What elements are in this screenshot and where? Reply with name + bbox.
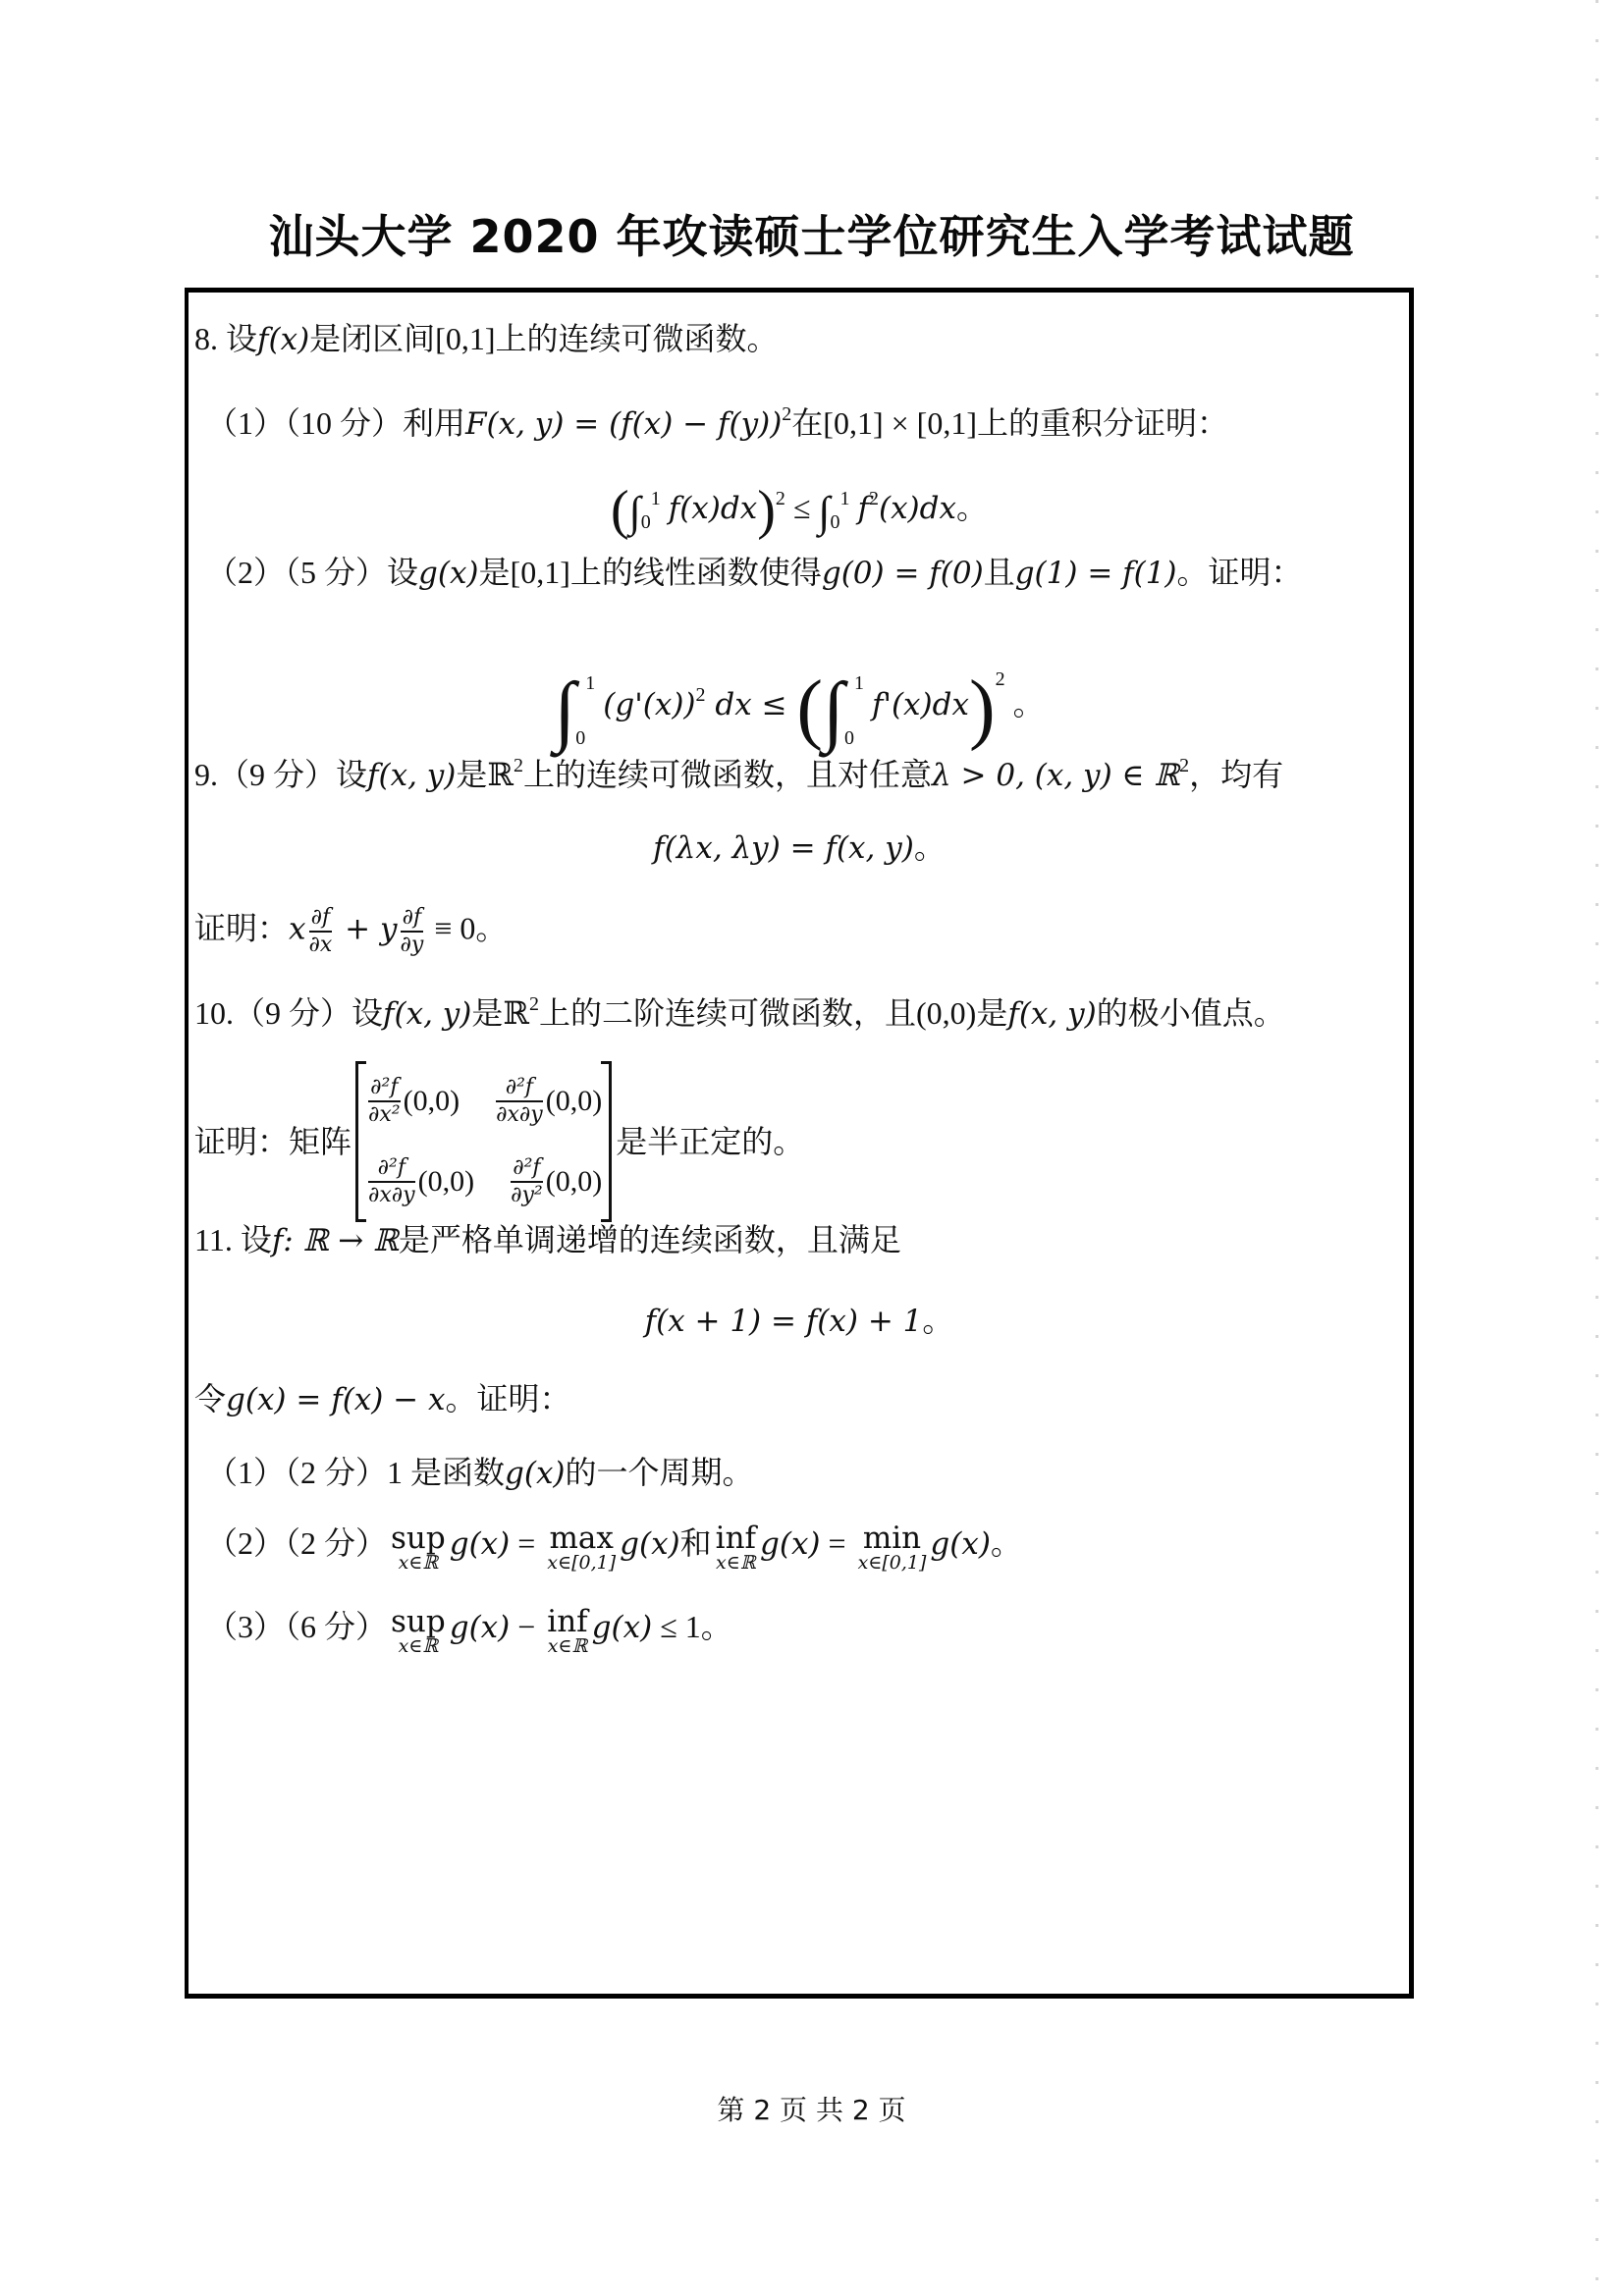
superscript: 2 <box>995 668 1005 690</box>
inf-operator <box>547 1604 588 1657</box>
integral-sign: ∫ <box>554 667 576 754</box>
text: 令 <box>194 1381 227 1416</box>
math-expr: f(x, y) <box>1007 996 1097 1032</box>
problem-label: 10.（9 分）设 <box>194 995 384 1031</box>
text: 是 <box>976 995 1008 1031</box>
integrand: (g'(x)) <box>603 687 696 722</box>
eval-point: (0,0) <box>417 1165 475 1198</box>
max-operator <box>547 1523 616 1573</box>
upper-limit: 1 <box>585 672 596 694</box>
op-subscript: x∈ℝ <box>547 1635 588 1657</box>
math-expr: g(x) <box>620 1526 680 1562</box>
math-expr: f(λx, λy) = f(x, y) <box>653 830 914 866</box>
text: 。证明： <box>445 1381 571 1416</box>
op-subscript: x∈ℝ <box>398 1552 439 1574</box>
period: 。 <box>1004 686 1045 721</box>
denominator: ∂y <box>400 933 424 957</box>
period: 。 <box>922 1303 954 1338</box>
integrand: f'(x)dx <box>871 687 969 722</box>
upper-limit: 1 <box>839 488 850 509</box>
integrand: f(x)dx <box>668 491 758 526</box>
matrix-cell <box>365 1075 460 1128</box>
text: ，均有 <box>1189 757 1284 792</box>
math-expr: g(x) = f(x) − x <box>226 1382 446 1417</box>
eval-point: (0,0) <box>403 1085 460 1117</box>
math-expr: f(x, y) <box>383 996 472 1032</box>
problem-11-formula <box>185 1301 1414 1341</box>
period: 。 <box>475 910 508 946</box>
operator: dx ≤ <box>705 687 797 722</box>
text: 在[0,1] × [0,1]上的重积分证明： <box>791 405 1228 441</box>
numerator: ∂²f <box>368 1155 415 1183</box>
text: 和 <box>679 1525 712 1561</box>
matrix-cell <box>365 1155 474 1208</box>
sup-operator <box>391 1604 446 1657</box>
eval-point: (0,0) <box>545 1165 603 1198</box>
op-subscript: x∈[0,1] <box>547 1552 617 1574</box>
inf-operator <box>716 1523 756 1573</box>
text: 是闭区间[0,1]上的连续可微函数。 <box>309 321 779 356</box>
text: 的一个周期。 <box>565 1455 754 1490</box>
upper-limit: 1 <box>650 488 661 509</box>
superscript: 2 <box>868 488 879 509</box>
problem-9-proof <box>194 905 507 958</box>
integral-sign: ∫ <box>823 667 844 754</box>
min-operator <box>858 1523 927 1573</box>
text: 。证明： <box>1176 555 1303 590</box>
math-expr: + y <box>335 911 398 947</box>
denominator: ∂x <box>308 933 333 957</box>
scan-margin-marks <box>1596 0 1598 2296</box>
math-expr: x <box>289 911 306 947</box>
numerator: ∂f <box>401 905 424 933</box>
text: 上的二阶连续可微函数，且 <box>539 995 917 1031</box>
part-label: （3）（6 分） <box>206 1609 388 1644</box>
math-expr: F(x, y) = (f(x) − f(y)) <box>465 406 783 442</box>
paren: ( <box>611 480 629 541</box>
math-expr: f(x) <box>257 322 310 357</box>
text: 是[0,1]上的线性函数使得 <box>478 555 822 590</box>
problem-11-def <box>194 1379 571 1419</box>
text: 设 <box>218 321 258 356</box>
numerator: ∂²f <box>511 1155 543 1183</box>
lower-limit: 0 <box>640 511 651 533</box>
part-label: （1）（10 分）利用 <box>206 405 466 441</box>
problem-10-stem <box>194 985 1285 1034</box>
page-number: 第 2 页 共 2 页 <box>717 2094 906 2126</box>
text: 上的连续可微函数，且对任意 <box>523 757 933 792</box>
denominator: ∂x∂y <box>368 1183 415 1207</box>
matrix-row <box>365 1142 602 1222</box>
math-expr: g(x) <box>418 556 479 591</box>
period: 。 <box>700 1609 732 1644</box>
math-expr: g(x) <box>505 1456 566 1491</box>
problem-8-part2 <box>206 553 1303 593</box>
math-expr: f(x, y) <box>367 758 457 793</box>
denominator: ∂x∂y <box>496 1102 543 1127</box>
problem-number: 8. <box>194 321 218 356</box>
fraction <box>401 905 424 958</box>
period: 。 <box>955 490 988 525</box>
numerator: ∂²f <box>496 1075 543 1102</box>
integrand: (x)dx <box>878 491 956 526</box>
math-expr: f(x + 1) = f(x) + 1 <box>644 1304 923 1339</box>
superscript: 2 <box>529 993 539 1015</box>
math-expr: f: ℝ → ℝ <box>271 1223 399 1258</box>
problem-8-part1-formula <box>185 479 1414 542</box>
text: 是严格单调递增的连续函数，且满足 <box>398 1222 901 1257</box>
problem-8-stem <box>194 319 779 359</box>
math-expr: g(x) <box>760 1526 821 1562</box>
problem-9-formula <box>185 828 1414 868</box>
operator: = <box>510 1525 544 1561</box>
math-expr: λ > 0, (x, y) ∈ ℝ <box>932 758 1180 793</box>
part-label: （2）（2 分） <box>206 1525 388 1561</box>
problem-11-part2 <box>206 1523 1022 1592</box>
lower-limit: 0 <box>843 727 854 749</box>
upper-limit: 1 <box>853 672 864 694</box>
math-expr: g(x) <box>449 1610 511 1645</box>
op: min <box>862 1521 922 1556</box>
paren: ) <box>757 480 776 541</box>
math-expr: g(0) = f(0) <box>821 556 984 591</box>
integrand: f <box>857 491 869 526</box>
op: inf <box>715 1521 757 1556</box>
op: max <box>549 1521 614 1556</box>
problem-10-proof <box>194 1058 804 1225</box>
integral-sign: ∫ <box>818 488 831 536</box>
problem-label: 9.（9 分）设 <box>194 757 368 792</box>
problem-11-part1 <box>206 1453 754 1493</box>
period: 。 <box>913 829 946 865</box>
problem-11-part3 <box>206 1604 732 1676</box>
part-label: （1）（2 分）1 是函数 <box>206 1455 506 1490</box>
eval-point: (0,0) <box>545 1085 603 1117</box>
proof-label: 证明：矩阵 <box>194 1124 352 1159</box>
op-subscript: x∈ℝ <box>716 1552 756 1574</box>
math-expr: ℝ <box>487 757 514 792</box>
matrix-row <box>365 1061 602 1142</box>
text: 是 <box>456 757 488 792</box>
op-subscript: x∈ℝ <box>398 1635 439 1657</box>
text: 的极小值点。 <box>1096 995 1285 1031</box>
lower-limit: 0 <box>830 511 840 533</box>
proof-label: 证明： <box>194 910 290 946</box>
fraction <box>309 905 333 958</box>
superscript: 2 <box>1179 755 1190 776</box>
text: 是ℝ <box>471 995 529 1031</box>
denominator: ∂x² <box>368 1102 401 1127</box>
hessian-matrix <box>355 1061 612 1222</box>
operator: − <box>510 1609 544 1644</box>
math-expr: g(x) <box>449 1526 511 1562</box>
text: 且 <box>983 555 1015 590</box>
math-expr: (0,0) <box>916 995 977 1031</box>
problem-9-stem <box>194 746 1283 795</box>
problem-11-stem <box>194 1220 901 1260</box>
operator: = <box>820 1525 854 1561</box>
superscript: 2 <box>782 403 792 425</box>
part-label: （2）（5 分）设 <box>206 555 419 590</box>
operator: ≤ <box>784 490 819 525</box>
math-expr: g(x) <box>591 1610 653 1645</box>
math-expr: ≤ 1 <box>652 1609 701 1644</box>
integral-sign: ∫ <box>628 488 641 536</box>
numerator: ∂²f <box>368 1075 401 1102</box>
op: inf <box>547 1604 588 1639</box>
problem-label: 11. 设 <box>194 1222 272 1257</box>
math-expr: g(1) = f(1) <box>1014 556 1177 591</box>
superscript: 2 <box>514 755 523 776</box>
sup-operator <box>391 1523 446 1573</box>
superscript: 2 <box>775 488 785 509</box>
numerator: ∂f <box>309 905 333 933</box>
matrix-cell <box>508 1155 602 1208</box>
math-expr: g(x) <box>930 1526 991 1562</box>
lower-limit: 0 <box>575 727 586 749</box>
matrix-cell <box>493 1075 602 1128</box>
op: sup <box>391 1521 446 1556</box>
text: 是半正定的。 <box>616 1124 805 1159</box>
op-subscript: x∈[0,1] <box>857 1552 927 1574</box>
op: sup <box>391 1604 446 1639</box>
problem-8-part2-formula: $\int_0^1$ $(g'(x))^2$ dx ≤ ($\int_0^1$ f'(x)dx)$^2$ 。 <box>554 666 1045 754</box>
superscript: 2 <box>695 684 706 706</box>
denominator: ∂y² <box>511 1183 543 1207</box>
math-expr: ≡ 0 <box>426 910 476 946</box>
problem-8-part1 <box>206 395 1228 444</box>
exam-title: 汕头大学 2020 年攻读硕士学位研究生入学考试试题 <box>268 210 1355 263</box>
period: 。 <box>990 1525 1022 1561</box>
